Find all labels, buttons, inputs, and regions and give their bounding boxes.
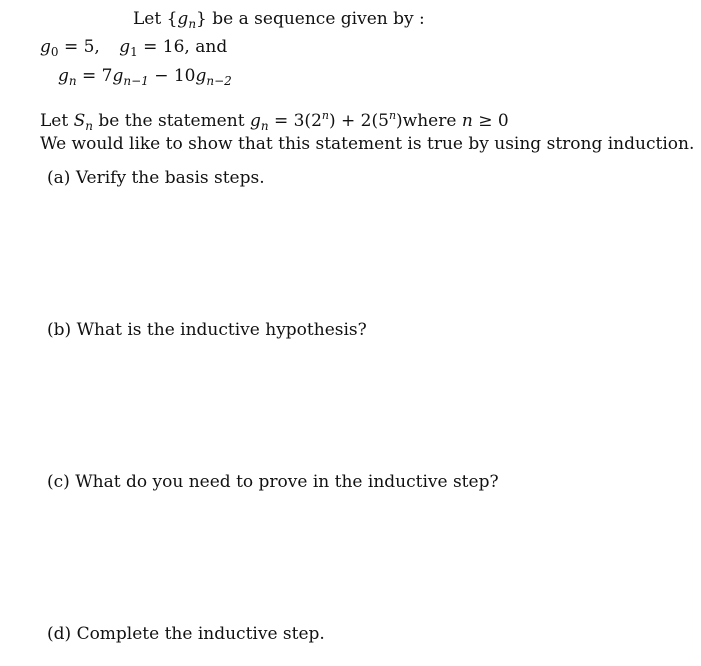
var-S: S (73, 111, 86, 131)
g1-value: = 16, and (143, 37, 228, 57)
recurrence-eq: = 7 (82, 66, 113, 86)
question-d (47, 624, 325, 644)
question-b-label: (b) (47, 320, 72, 340)
intro-line (133, 9, 425, 34)
g1-var: g (119, 37, 131, 57)
exp-2: n (388, 109, 397, 122)
S-sub: n (85, 119, 93, 133)
question-c-text: What do you need to prove in the inductive step? (75, 472, 499, 492)
exp-1: n (321, 109, 329, 122)
statement-line (40, 106, 509, 136)
g0-var: g (40, 37, 51, 57)
initial-conditions (40, 37, 227, 62)
question-a (47, 168, 265, 188)
g0-value: = 5, (63, 37, 100, 57)
term2-sub: n−2 (206, 74, 232, 88)
statement-text: be the statement (98, 111, 245, 131)
g1-sub: 1 (130, 45, 138, 59)
closed-form-close: )where (396, 111, 457, 131)
closed-form-eq: = 3(2 (273, 111, 322, 131)
intro-text: be a sequence given by : (212, 9, 425, 29)
term1-var: g (112, 66, 124, 86)
question-c (47, 472, 499, 492)
var-g: g (177, 9, 189, 29)
goal-line: We would like to show that this statement is true by using strong induction. (40, 134, 695, 154)
question-b-text: What is the inductive hypothesis? (76, 320, 367, 340)
sub-n: n (188, 17, 197, 31)
recurrence-relation (58, 66, 232, 91)
question-b (47, 320, 367, 340)
gn-sub-2: n (260, 119, 269, 133)
var-n: n (461, 111, 473, 131)
set-brace-close: } (196, 9, 207, 29)
gn-sub: n (68, 74, 77, 88)
set-brace-open: { (166, 9, 178, 29)
gn-var: g (58, 66, 69, 86)
question-d-label: (d) (47, 624, 72, 644)
question-a-label: (a) (47, 168, 71, 188)
question-a-text: Verify the basis steps. (75, 168, 265, 188)
closed-form-mid: ) + 2(5 (328, 111, 389, 131)
gn-var-2: g (249, 111, 261, 131)
statement-let: Let (40, 111, 69, 131)
recurrence-minus: − 10 (154, 66, 196, 86)
question-c-label: (c) (47, 472, 70, 492)
question-d-text: Complete the inductive step. (76, 624, 325, 644)
term1-sub: n−1 (123, 74, 149, 88)
let-word: Let (133, 9, 162, 29)
g0-sub: 0 (50, 45, 59, 59)
condition: ≥ 0 (478, 111, 509, 131)
term2-var: g (195, 66, 207, 86)
